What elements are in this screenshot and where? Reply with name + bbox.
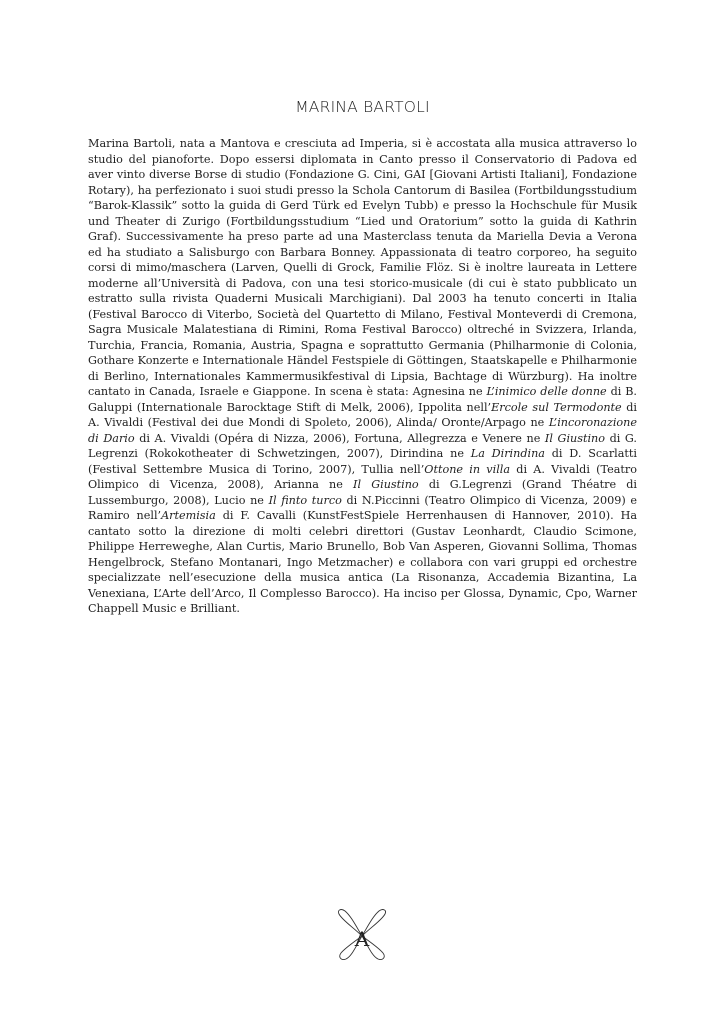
biography-segment: di F. Cavalli (KunstFestSpiele Herrenhausen di Hannover, 2010). Ha cantato sotto la direzione di molti celebri direttori (Gustav Leonhardt, Claudio Scimone, Philippe Herreweghe, Alan Curtis, Mario Brunello, Bob Van Asperen, Giovanni Sollima, Thomas Hengelbrock, Stefano Montanari, Ingo Metzmacher) e collabora con vari gruppi ed orchestre specializzate nell’esecuzione della musica antica (La Risonanza, Accademia Bizantina, La Venexiana, L’Arte dell’Arco, Il Complesso Barocco). Ha inciso per Glossa, Dynamic, Cpo, Warner Chappell Music e Brilliant. — [88, 509, 637, 616]
biography-segment: di A. Vivaldi (Festival dei due Mondi di Spoleto, 2006), Alinda/ Oronte/Arpago ne — [88, 400, 637, 430]
biography-text — [88, 136, 637, 617]
biography-segment: di G.Legrenzi (Grand Théatre di Lussemburgo, 2008), Lucio ne — [88, 478, 638, 507]
biography-segment: di N.Piccinni (Teatro Olimpico di Vicenza, 2009) e Ramiro nell’ — [88, 493, 637, 523]
biography-segment: di A. Vivaldi (Teatro Olimpico di Vicenza, 2008), Arianna ne — [88, 462, 637, 492]
biography-segment: Marina Bartoli, nata a Mantova e cresciuta ad Imperia, si è accostata alla musica attraverso lo studio del pianoforte. Dopo essersi diplomata in Canto presso il Conservatorio di Padova ed aver vinto diverse Borse di studio (Fondazione G. Cini, GAI [Giovani Artisti Italiani], Fondazione Rotary), ha perfezionato i suoi studi presso la Schola Cantorum di Basilea (Fortbildungsstudium “Barok-Klassik” sotto la guida di Gerd Türk ed Evelyn Tubb) e presso la Hochschule für Musik und Theater di Zurigo (Fortbildungsstudium “Lied und Oratorium” sotto la guida di Kathrin Graf). Successivamente ha preso parte ad una Masterclass tenuta da Mariella Devia a Verona ed ha studiato a Salisburgo con Barbara Bonney. Appassionata di teatro corporeo, ha seguito corsi di mimo/maschera (Larven, Quelli di Grock, Familie Flöz. Si è inoltre laureata in Lettere moderne all’Università di Padova, con una tesi storico-musicale (di cui è stato pubblicato un estratto sulla rivista Quaderni Musicali Marchigiani). Dal 2003 ha tenuto concerti in Italia (Festival Barocco di Viterbo, Società del Quartetto di Milano, Festival Monteverdi di Cremona, Sagra Musicale Malatestiana di Rimini, Roma Festival Barocco) oltreché in Svizzera, Irlanda, Turchia, Francia, Romania, Austria, Spagna e soprattutto Germania (Philharmonie di Colonia, Gothare Konzerte e Internationale Händel Festspiele di Göttingen, Staatskapelle e Philharmonie di Berlino, Internationales Kammermusikfestival di Lipsia, Bachtage di Würzburg). Ha inoltre cantato in Canada, Israele e Giappone. In scena è stata: Agnesina ne — [88, 137, 637, 399]
work-title: Il Giustino — [544, 431, 605, 445]
work-title: L’incoronazione di Dario — [88, 416, 637, 445]
biography-segment: di G. Legrenzi (Rokokotheater di Schwetzingen, 2007), Dirindina ne — [88, 431, 637, 461]
page-title: MARINA BARTOLI — [295, 98, 430, 117]
biography-segment: di A. Vivaldi (Opéra di Nizza, 2006), Fortuna, Allegrezza e Venere ne — [134, 431, 545, 445]
work-title: Il Giustino — [353, 478, 419, 492]
work-title: Artemisia — [161, 509, 216, 523]
logo-letter: A — [354, 927, 370, 951]
work-title: Ottone in villa — [424, 462, 511, 476]
work-title: L’inimico delle donne — [486, 385, 607, 399]
biography-segment: di D. Scarlatti (Festival Settembre Musica di Torino, 2007), Tullia nell’ — [88, 447, 637, 476]
ornamental-a-monogram-icon — [334, 906, 390, 962]
work-title: La Dirindina — [470, 447, 545, 461]
work-title: Il finto turco — [268, 493, 342, 507]
work-title: Ercole sul Termodonte — [491, 400, 622, 414]
biography-segment: di B. Galuppi (Internationale Barocktage Stift di Melk, 2006), Ippolita nell’ — [88, 385, 637, 414]
